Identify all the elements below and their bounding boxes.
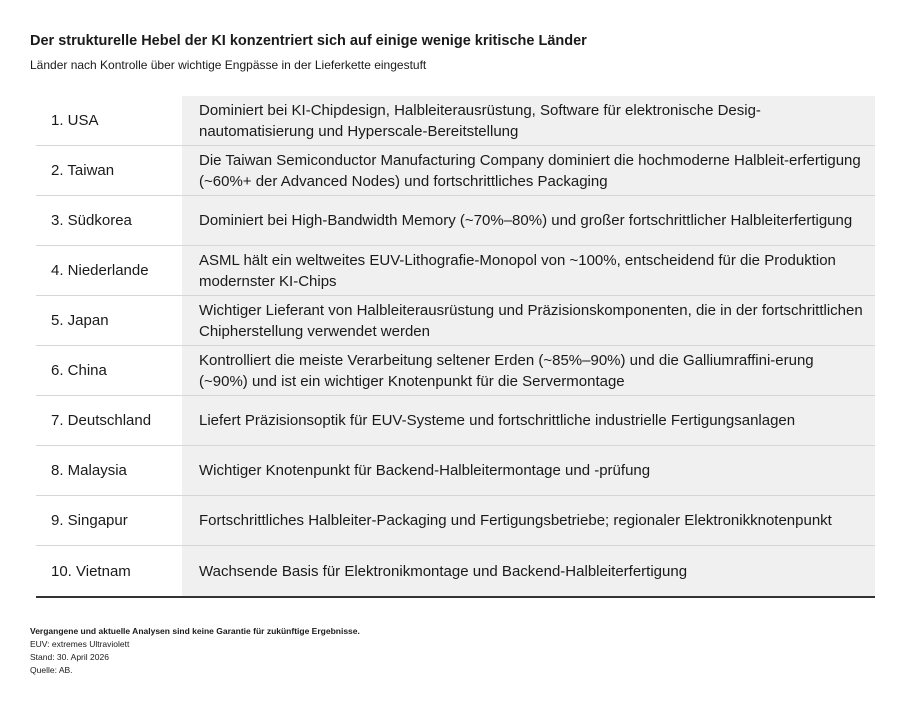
- table-row: [36, 96, 875, 146]
- country-cell: 7. Deutschland: [36, 396, 182, 445]
- euv-note: EUV: extremes Ultraviolett: [30, 639, 130, 649]
- disclaimer-note: Vergangene und aktuelle Analysen sind keine Garantie für zukünftige Ergebnisse.: [30, 626, 360, 636]
- table-row: [36, 246, 875, 296]
- description-cell: Wichtiger Lieferant von Halbleiterausrüstung und Präzisionskomponenten, die in der fortschrittlichen Chipherstellung verwendet werden: [182, 296, 875, 345]
- description-cell: Dominiert bei High-Bandwidth Memory (~70%–80%) und großer fortschrittlicher Halbleiterfertigung: [182, 196, 875, 245]
- description-cell: Kontrolliert die meiste Verarbeitung seltener Erden (~85%–90%) und die Galliumraffini-erung (~90%) und ist ein wichtiger Knotenpunkt für die Servermontage: [182, 346, 875, 395]
- country-cell: 4. Niederlande: [36, 246, 182, 295]
- country-cell: 9. Singapur: [36, 496, 182, 545]
- date-note: Stand: 30. April 2026: [30, 652, 109, 662]
- page-title: Der strukturelle Hebel der KI konzentriert sich auf einige wenige kritische Länder: [30, 33, 587, 49]
- country-cell: 5. Japan: [36, 296, 182, 345]
- country-cell: 10. Vietnam: [36, 546, 182, 596]
- description-cell: Wichtiger Knotenpunkt für Backend-Halbleitermontage und -prüfung: [182, 446, 875, 495]
- table-row: [36, 496, 875, 546]
- table-row: [36, 196, 875, 246]
- description-cell: Dominiert bei KI-Chipdesign, Halbleiterausrüstung, Software für elektronische Desig-nautomatisierung und Hyperscale-Bereitstellung: [182, 96, 875, 145]
- table-row: [36, 146, 875, 196]
- description-cell: Liefert Präzisionsoptik für EUV-Systeme und fortschrittliche industrielle Fertigungsanlagen: [182, 396, 875, 445]
- table-row: [36, 446, 875, 496]
- description-cell: Wachsende Basis für Elektronikmontage und Backend-Halbleiterfertigung: [182, 546, 875, 596]
- table-row: [36, 546, 875, 596]
- country-cell: 8. Malaysia: [36, 446, 182, 495]
- footnotes: [30, 625, 360, 677]
- country-cell: 2. Taiwan: [36, 146, 182, 195]
- source-note: Quelle: AB.: [30, 665, 73, 675]
- country-cell: 1. USA: [36, 96, 182, 145]
- table-row: [36, 346, 875, 396]
- table-row: [36, 396, 875, 446]
- page-subtitle: Länder nach Kontrolle über wichtige Engpässe in der Lieferkette eingestuft: [30, 58, 427, 72]
- description-cell: Fortschrittliches Halbleiter-Packaging und Fertigungsbetriebe; regionaler Elektronikknotenpunkt: [182, 496, 875, 545]
- table-row: [36, 296, 875, 346]
- ranking-table: [36, 96, 875, 598]
- description-cell: ASML hält ein weltweites EUV-Lithografie-Monopol von ~100%, entscheidend für die Produktion modernster KI-Chips: [182, 246, 875, 295]
- description-cell: Die Taiwan Semiconductor Manufacturing Company dominiert die hochmoderne Halbleit-erfertigung (~60%+ der Advanced Nodes) und fortschrittliches Packaging: [182, 146, 875, 195]
- country-cell: 3. Südkorea: [36, 196, 182, 245]
- country-cell: 6. China: [36, 346, 182, 395]
